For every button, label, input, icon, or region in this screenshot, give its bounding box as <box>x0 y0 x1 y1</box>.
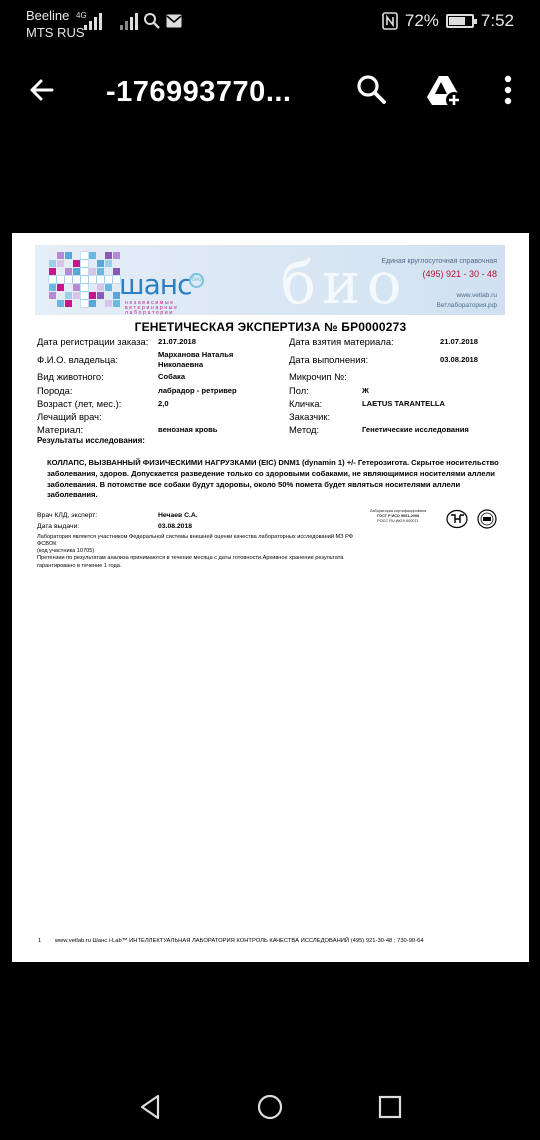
note-line: ФСВОК <box>37 541 57 547</box>
doctor-label: Врач КЛД, эксперт: <box>37 512 98 519</box>
note-line: Претензии по результатам анализа принимаются в течение месяца с даты готовности.Архивное хранение результата <box>37 555 344 561</box>
field-value: Собака <box>158 372 186 381</box>
logo-tile <box>57 276 64 283</box>
issue-date: 03.08.2018 <box>158 523 193 530</box>
note-line: Лаборатория является участником Федеральной системы внешней оценки качества лабораторных исследований МЗ РФ <box>37 534 354 540</box>
nav-recents-icon[interactable] <box>375 1092 405 1122</box>
logo-tile <box>97 284 104 291</box>
field-value: 21.07.2018 <box>158 337 197 346</box>
results-label: Результаты исследования: <box>37 436 145 445</box>
website-2: Ветлаборатория.рф <box>436 302 497 309</box>
lab-banner <box>35 245 505 315</box>
field-label: Кличка: <box>289 398 323 409</box>
results-text: КОЛЛАПС, ВЫЗВАННЫЙ ФИЗИЧЕСКИМИ НАГРУЗКАМИ (EIC) DNM1 (dynamin 1) +/- Гетерозигота. Скрытое носительство заболевания, здоров. Допускается разведение только со здоровыми собаками, не являющимися носителями аллели заболевания. В потомстве все собаки будут здоровы, около 50% помета будет являться носителями аллели заболевания. <box>47 458 499 500</box>
logo-tile <box>57 252 64 259</box>
field-label: Вид животного: <box>37 371 104 382</box>
field-value: Генетические исследования <box>362 425 469 434</box>
signal-icon <box>84 12 102 30</box>
logo-tile <box>97 276 104 283</box>
logo-tile <box>65 268 72 275</box>
field-label: Порода: <box>37 385 73 396</box>
logo-tile <box>89 252 96 259</box>
clock: 7:52 <box>480 11 514 30</box>
brand-sub-3: лаборатории <box>125 310 174 315</box>
logo-tile <box>97 268 104 275</box>
note-line: (код участника 10705) <box>37 548 95 554</box>
field-value: Ж <box>362 386 369 395</box>
logo-tile <box>73 276 80 283</box>
logo-tile <box>97 292 104 299</box>
cert-line: РОСС RU.ИК19.К00071 <box>377 519 419 523</box>
field-value-2: Николаевна <box>158 360 204 369</box>
navigation-bar <box>0 1072 540 1140</box>
logo-tile <box>89 300 96 307</box>
carrier-2: MTS RUS <box>26 25 85 40</box>
logo-tile <box>81 260 88 267</box>
website-1: www.vetlab.ru <box>456 292 497 299</box>
hotline-phone: (495) 921 - 30 - 48 <box>422 269 497 279</box>
network-type: 4G <box>76 11 87 20</box>
status-bar <box>0 0 540 46</box>
search-icon[interactable] <box>352 70 392 110</box>
document-page <box>12 233 529 962</box>
status-right <box>382 11 514 31</box>
logo-tile <box>81 284 88 291</box>
field-label: Ф.И.О. владельца: <box>37 354 118 365</box>
page-footer <box>38 938 424 944</box>
logo-tile <box>105 300 112 307</box>
drive-add-icon[interactable] <box>424 70 464 110</box>
file-title: -176993770... <box>106 76 292 108</box>
brand-sub-1: независимые <box>125 300 175 306</box>
logo-tile <box>81 252 88 259</box>
field-label: Материал: <box>37 424 84 435</box>
nav-home-icon[interactable] <box>255 1092 285 1122</box>
field-label: Дата выполнения: <box>289 354 369 365</box>
note-line: гарантировано в течение 1 года. <box>37 563 122 569</box>
logo-tile <box>57 300 64 307</box>
logo-tile <box>89 292 96 299</box>
logo-tile <box>105 252 112 259</box>
battery-icon <box>446 14 474 28</box>
field-value: 21.07.2018 <box>440 337 479 346</box>
logo-tile <box>73 260 80 267</box>
logo-tile <box>65 276 72 283</box>
field-label: Лечащий врач: <box>37 411 102 422</box>
field-value: LAETUS TARANTELLA <box>362 399 445 408</box>
signal-2-icon <box>120 12 138 30</box>
logo-tile <box>65 252 72 259</box>
hotline-label: Единая круглосуточная справочная <box>381 258 497 265</box>
mail-icon <box>166 14 182 28</box>
nfc-icon <box>382 12 398 30</box>
logo-tile <box>81 276 88 283</box>
logo-tile <box>49 284 56 291</box>
footer-text: www.vetlab.ru Шанс i-Lab™ ИНТЕЛЛЕКТУАЛЬНАЯ ЛАБОРАТОРИЯ КОНТРОЛЬ КАЧЕСТВА ИССЛЕДОВАНИЙ (495) 921-30-48 ; 730-90-64 <box>54 938 424 944</box>
logo-tile <box>65 300 72 307</box>
logo-tile <box>57 284 64 291</box>
field-label: Дата регистрации заказа: <box>37 336 149 347</box>
logo-tile <box>105 260 112 267</box>
field-label: Пол: <box>289 385 309 396</box>
cert-line: ГОСТ Р ИСО 9001-2008 <box>376 514 420 518</box>
field-label: Возраст (лет, мес.): <box>37 398 122 409</box>
issue-label: Дата выдачи: <box>37 523 80 530</box>
logo-tile <box>73 284 80 291</box>
logo-tile <box>81 268 88 275</box>
page-number: 1 <box>38 938 42 944</box>
logo-tile <box>81 300 88 307</box>
logo-tile <box>97 260 104 267</box>
logo-tile <box>113 300 120 307</box>
iso-cert-icon <box>476 509 498 529</box>
field-label: Метод: <box>289 424 320 435</box>
logo-tile <box>49 292 56 299</box>
app-bar <box>0 50 540 130</box>
logo-tile <box>49 268 56 275</box>
field-value: Марханова Наталья <box>158 350 234 359</box>
carrier-1: Beeline <box>26 8 70 23</box>
logo-tile <box>105 284 112 291</box>
logo-tile <box>73 292 80 299</box>
certification-text <box>352 509 444 524</box>
logo-tile <box>105 276 112 283</box>
search-status-icon <box>143 12 161 30</box>
nav-back-icon[interactable] <box>136 1092 166 1122</box>
field-value: 2,0 <box>158 399 169 408</box>
field-value: 03.08.2018 <box>440 355 479 364</box>
logo-tile <box>73 268 80 275</box>
more-vert-icon[interactable] <box>488 70 528 110</box>
logo-tile <box>49 276 56 283</box>
field-label: Заказчик: <box>289 411 331 422</box>
logo-tile <box>65 292 72 299</box>
logo-tile <box>49 260 56 267</box>
document-title: ГЕНЕТИЧЕСКАЯ ЭКСПЕРТИЗА № БР0000273 <box>134 320 407 334</box>
field-value: венозная кровь <box>158 425 218 434</box>
field-label: Микрочип №: <box>289 371 347 382</box>
logo-tile <box>89 268 96 275</box>
battery-percent: 72% <box>404 11 439 30</box>
lab-logo <box>49 252 121 310</box>
rst-cert-icon <box>446 509 468 529</box>
brand-name: шанс <box>119 268 192 301</box>
cert-line: Лаборатория сертифицирована <box>369 509 427 513</box>
logo-tile <box>113 252 120 259</box>
logo-tile <box>81 292 88 299</box>
bio-watermark: био <box>281 249 408 315</box>
brand-bio-badge: био <box>189 273 204 288</box>
field-value: лабрадор - ретривер <box>158 386 237 395</box>
logo-tile <box>57 260 64 267</box>
brand-sub-2: ветеринарные <box>125 305 179 311</box>
doctor-name: Нечаев С.А. <box>158 512 198 519</box>
logo-tile <box>89 276 96 283</box>
arrow-left-icon[interactable] <box>24 72 60 108</box>
field-label: Дата взятия материала: <box>289 336 394 347</box>
